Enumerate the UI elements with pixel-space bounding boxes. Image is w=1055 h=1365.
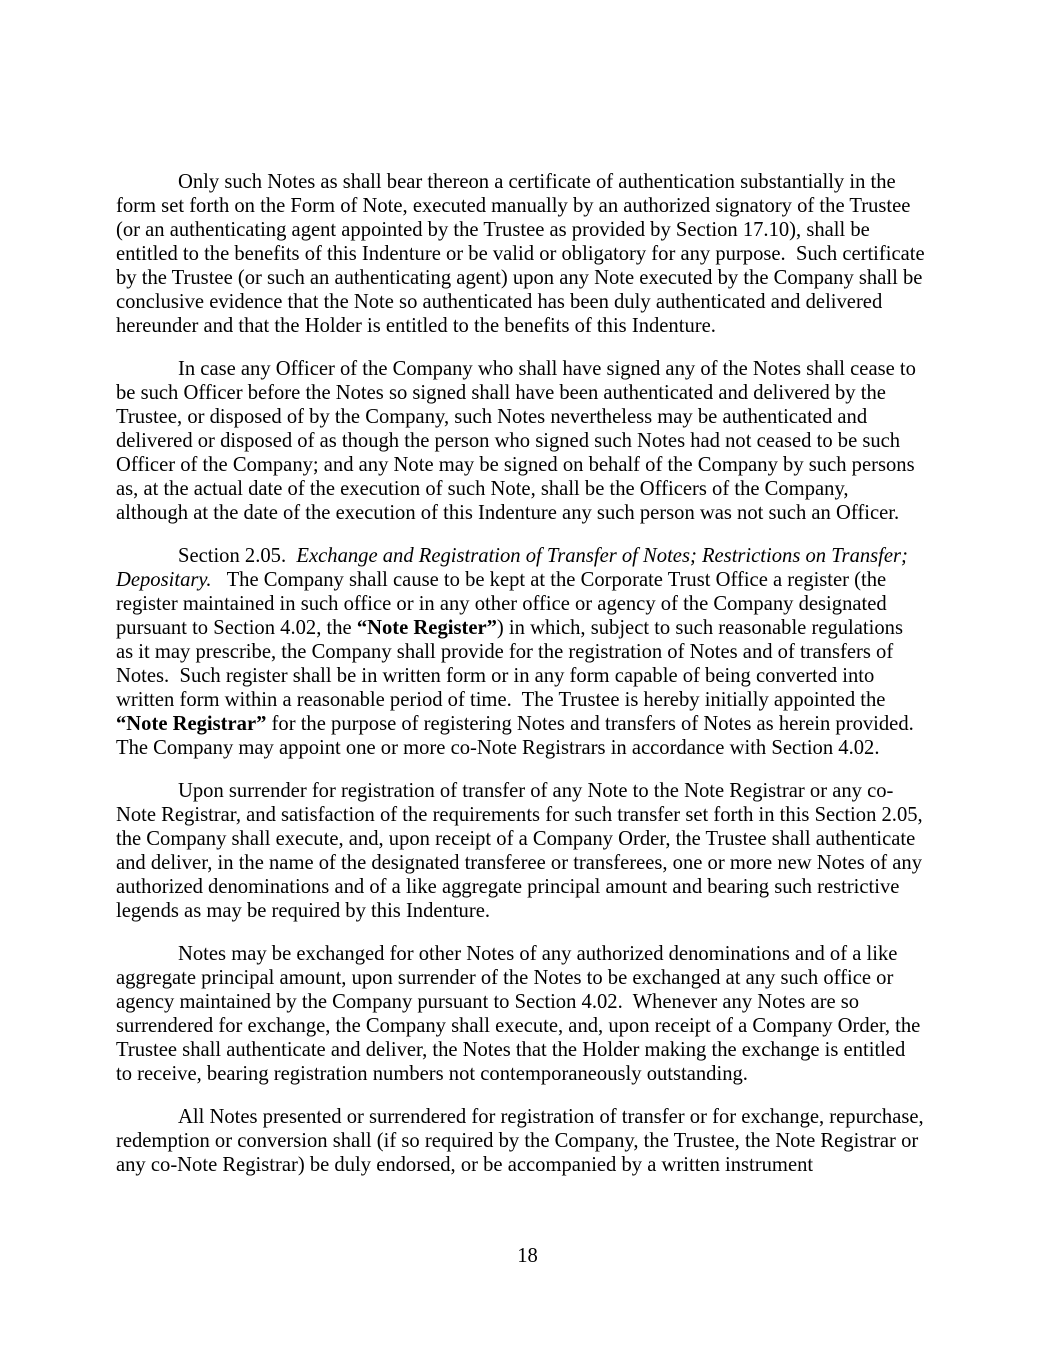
paragraph	[116, 357, 925, 525]
paragraph	[116, 1105, 929, 1177]
text-segment-regular: The Company shall cause to be kept at the Corporate Trust Office a register (the register maintained in such office or in any other office or agency of the Company designated pursuant to Section 4.02, the	[116, 569, 892, 639]
text-segment-regular: In case any Officer of the Company who shall have signed any of the Notes shall cease to be such Officer before the Notes so signed shall have been authenticated and delivered by the Trustee, or disposed of by the Company, such Notes nevertheless may be authenticated and delivered or disposed of as though the person who signed such Notes had not ceased to be such Officer of the Company; and any Note may be signed on behalf of the Company by such persons as, at the actual date of the execution of such Note, shall be the Officers of the Company, although at the date of the execution of this Indenture any such person was not such an Officer.	[116, 358, 922, 524]
document-body	[116, 170, 930, 1196]
paragraph	[116, 942, 925, 1086]
text-segment-regular: Only such Notes as shall bear thereon a certificate of authentication substantially in the form set forth on the Form of Note, executed manually by an authorized signatory of the Trustee (or an authenticating agent appointed by the Trustee as provided by Section 17.10), shall be entitled to the benefits of this Indenture or be valid or obligatory for any purpose. Such certificate by the Trustee (or such an authenticating agent) upon any Note executed by the Company shall be conclusive evidence that the Note so authenticated has been duly authenticated and delivered hereunder and that the Holder is entitled to the benefits of this Indenture.	[116, 171, 930, 337]
text-segment-regular: Section 2.05.	[178, 545, 297, 567]
text-segment-bold: “Note Registrar”	[116, 713, 267, 735]
paragraph	[116, 170, 930, 338]
text-segment-regular: Upon surrender for registration of transfer of any Note to the Note Registrar or any co-Note Registrar, and satisfaction of the requirements for such transfer set forth in this Section 2.05, the Company shall execute, and, upon receipt of a Company Order, the Trustee shall authenticate and deliver, in the name of the designated transferee or transferees, one or more new Notes of any authorized denominations and of a like aggregate principal amount and bearing such restrictive legends as may be required by this Indenture.	[116, 780, 928, 922]
text-segment-regular: ) in which, subject to such reasonable regulations as it may prescribe, the Company shall provide for the registration of Notes and of transfers of Notes. Such register shall be in written form or in any form capable of being converted into written form within a reasonable period of time. The Trustee is hereby initially appointed the	[116, 617, 909, 711]
text-segment-regular: for the purpose of registering Notes and transfers of Notes as herein provided. The Company may appoint one or more co-Note Registrars in accordance with Section 4.02.	[116, 713, 924, 759]
text-segment-regular: Notes may be exchanged for other Notes of any authorized denominations and of a like aggregate principal amount, upon surrender of the Notes to be exchanged at any such office or agency maintained by the Company pursuant to Section 4.02. Whenever any Notes are so surrendered for exchange, the Company shall execute, and, upon receipt of a Company Order, the Trustee shall authenticate and deliver, the Notes that the Holder making the exchange is entitled to receive, bearing registration numbers not contemporaneously outstanding.	[116, 943, 926, 1085]
paragraph	[116, 544, 925, 760]
paragraph	[116, 779, 928, 923]
page-number: 18	[517, 1245, 538, 1267]
text-segment-italic: Exchange and Registration of Transfer of Notes; Restrictions on Transfer; Depositary.	[116, 545, 914, 591]
text-segment-regular: All Notes presented or surrendered for registration of transfer or for exchange, repurchase, redemption or conversion shall (if so required by the Company, the Trustee, the Note Registrar or any co-Note Registrar) be duly endorsed, or be accompanied by a written instrument	[116, 1106, 929, 1176]
text-segment-bold: “Note Register”	[356, 617, 497, 639]
